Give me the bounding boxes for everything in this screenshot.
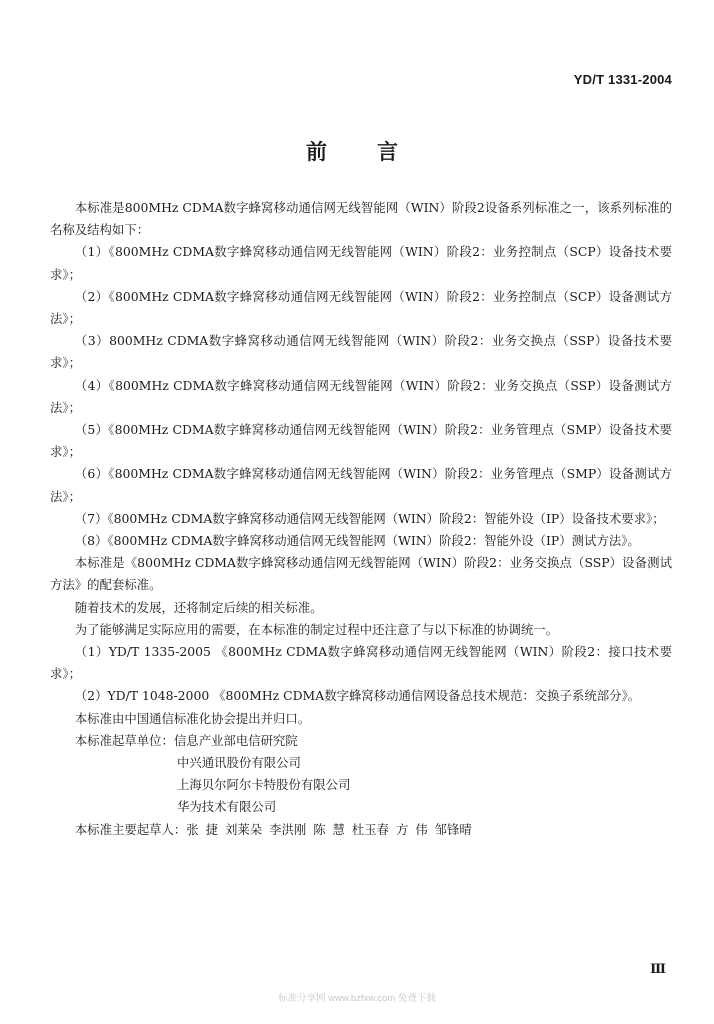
series-item-8: （8）《800MHz CDMA数字蜂窝移动通信网无线智能网（WIN）阶段2：智能外设（IP）测试方法》。	[74, 533, 640, 549]
series-item-5: （5）《800MHz CDMA数字蜂窝移动通信网无线智能网（WIN）阶段2：业务管理点（SMP）设备技术要求》；	[50, 422, 672, 460]
related-item-2: （2）YD/T 1048-2000 《800MHz CDMA数字蜂窝移动通信网设备总技术规范：交换子系统部分》。	[74, 688, 641, 704]
related-item-1: （1）YD/T 1335-2005 《800MHz CDMA数字蜂窝移动通信网无线智能网（WIN）阶段2：接口技术要求》；	[50, 644, 672, 682]
series-item-1: （1）《800MHz CDMA数字蜂窝移动通信网无线智能网（WIN）阶段2：业务控制点（SCP）设备技术要求》；	[50, 244, 672, 282]
drafting-unit-4: 华为技术有限公司	[177, 799, 277, 815]
drafting-unit-2: 中兴通讯股份有限公司	[177, 755, 301, 771]
series-item-4: （4）《800MHz CDMA数字蜂窝移动通信网无线智能网（WIN）阶段2：业务交换点（SSP）设备测试方法》；	[50, 377, 672, 415]
drafting-units-first	[50, 730, 672, 752]
series-item-6: （6）《800MHz CDMA数字蜂窝移动通信网无线智能网（WIN）阶段2：业务管理点（SMP）设备测试方法》；	[50, 466, 672, 504]
watermark: 标准分享网 www.bzfxw.com 免费下载	[278, 993, 436, 1004]
series-item-2: （2）《800MHz CDMA数字蜂窝移动通信网无线智能网（WIN）阶段2：业务控制点（SCP）设备测试方法》；	[50, 288, 672, 327]
page-title: 前言	[306, 139, 448, 164]
future-paragraph: 随着技术的发展，还将制定后续的相关标准。	[74, 599, 323, 615]
document-body	[50, 197, 672, 841]
series-item-3: （3）800MHz CDMA数字蜂窝移动通信网无线智能网（WIN）阶段2：业务交换点（SSP）设备技术要求》；	[50, 333, 672, 371]
drafting-unit-1: 信息产业部电信研究院	[173, 732, 298, 748]
companion-paragraph: 本标准是《800MHz CDMA数字蜂窝移动通信网无线智能网（WIN）阶段2：业务交换点（SSP）设备测试方法》的配套标准。	[50, 555, 672, 593]
drafters-label: 本标准主要起草人：	[74, 821, 187, 837]
drafting-unit-3: 上海贝尔阿尔卡特股份有限公司	[177, 777, 351, 793]
coordination-paragraph: 为了能够满足实际应用的需要，在本标准的制定过程中还注意了与以下标准的协调统一。	[74, 621, 559, 637]
drafters-line	[50, 819, 672, 841]
proposer-paragraph: 本标准由中国通信标准化协会提出并归口。	[74, 710, 311, 726]
page-number: Ⅲ	[650, 962, 666, 977]
drafters-names: 张 捷 刘莱朵 李洪刚 陈 慧 杜玉春 方 伟 邹锋晴	[186, 821, 472, 837]
intro-paragraph: 本标准是800MHz CDMA数字蜂窝移动通信网无线智能网（WIN）阶段2设备系列标准之一，该系列标准的名称及结构如下：	[50, 200, 672, 238]
drafting-units-label: 本标准起草单位：	[74, 732, 174, 748]
standard-number: YD/T 1331-2004	[573, 72, 672, 87]
series-item-7: （7）《800MHz CDMA数字蜂窝移动通信网无线智能网（WIN）阶段2：智能外设（IP）设备技术要求》；	[74, 510, 665, 526]
